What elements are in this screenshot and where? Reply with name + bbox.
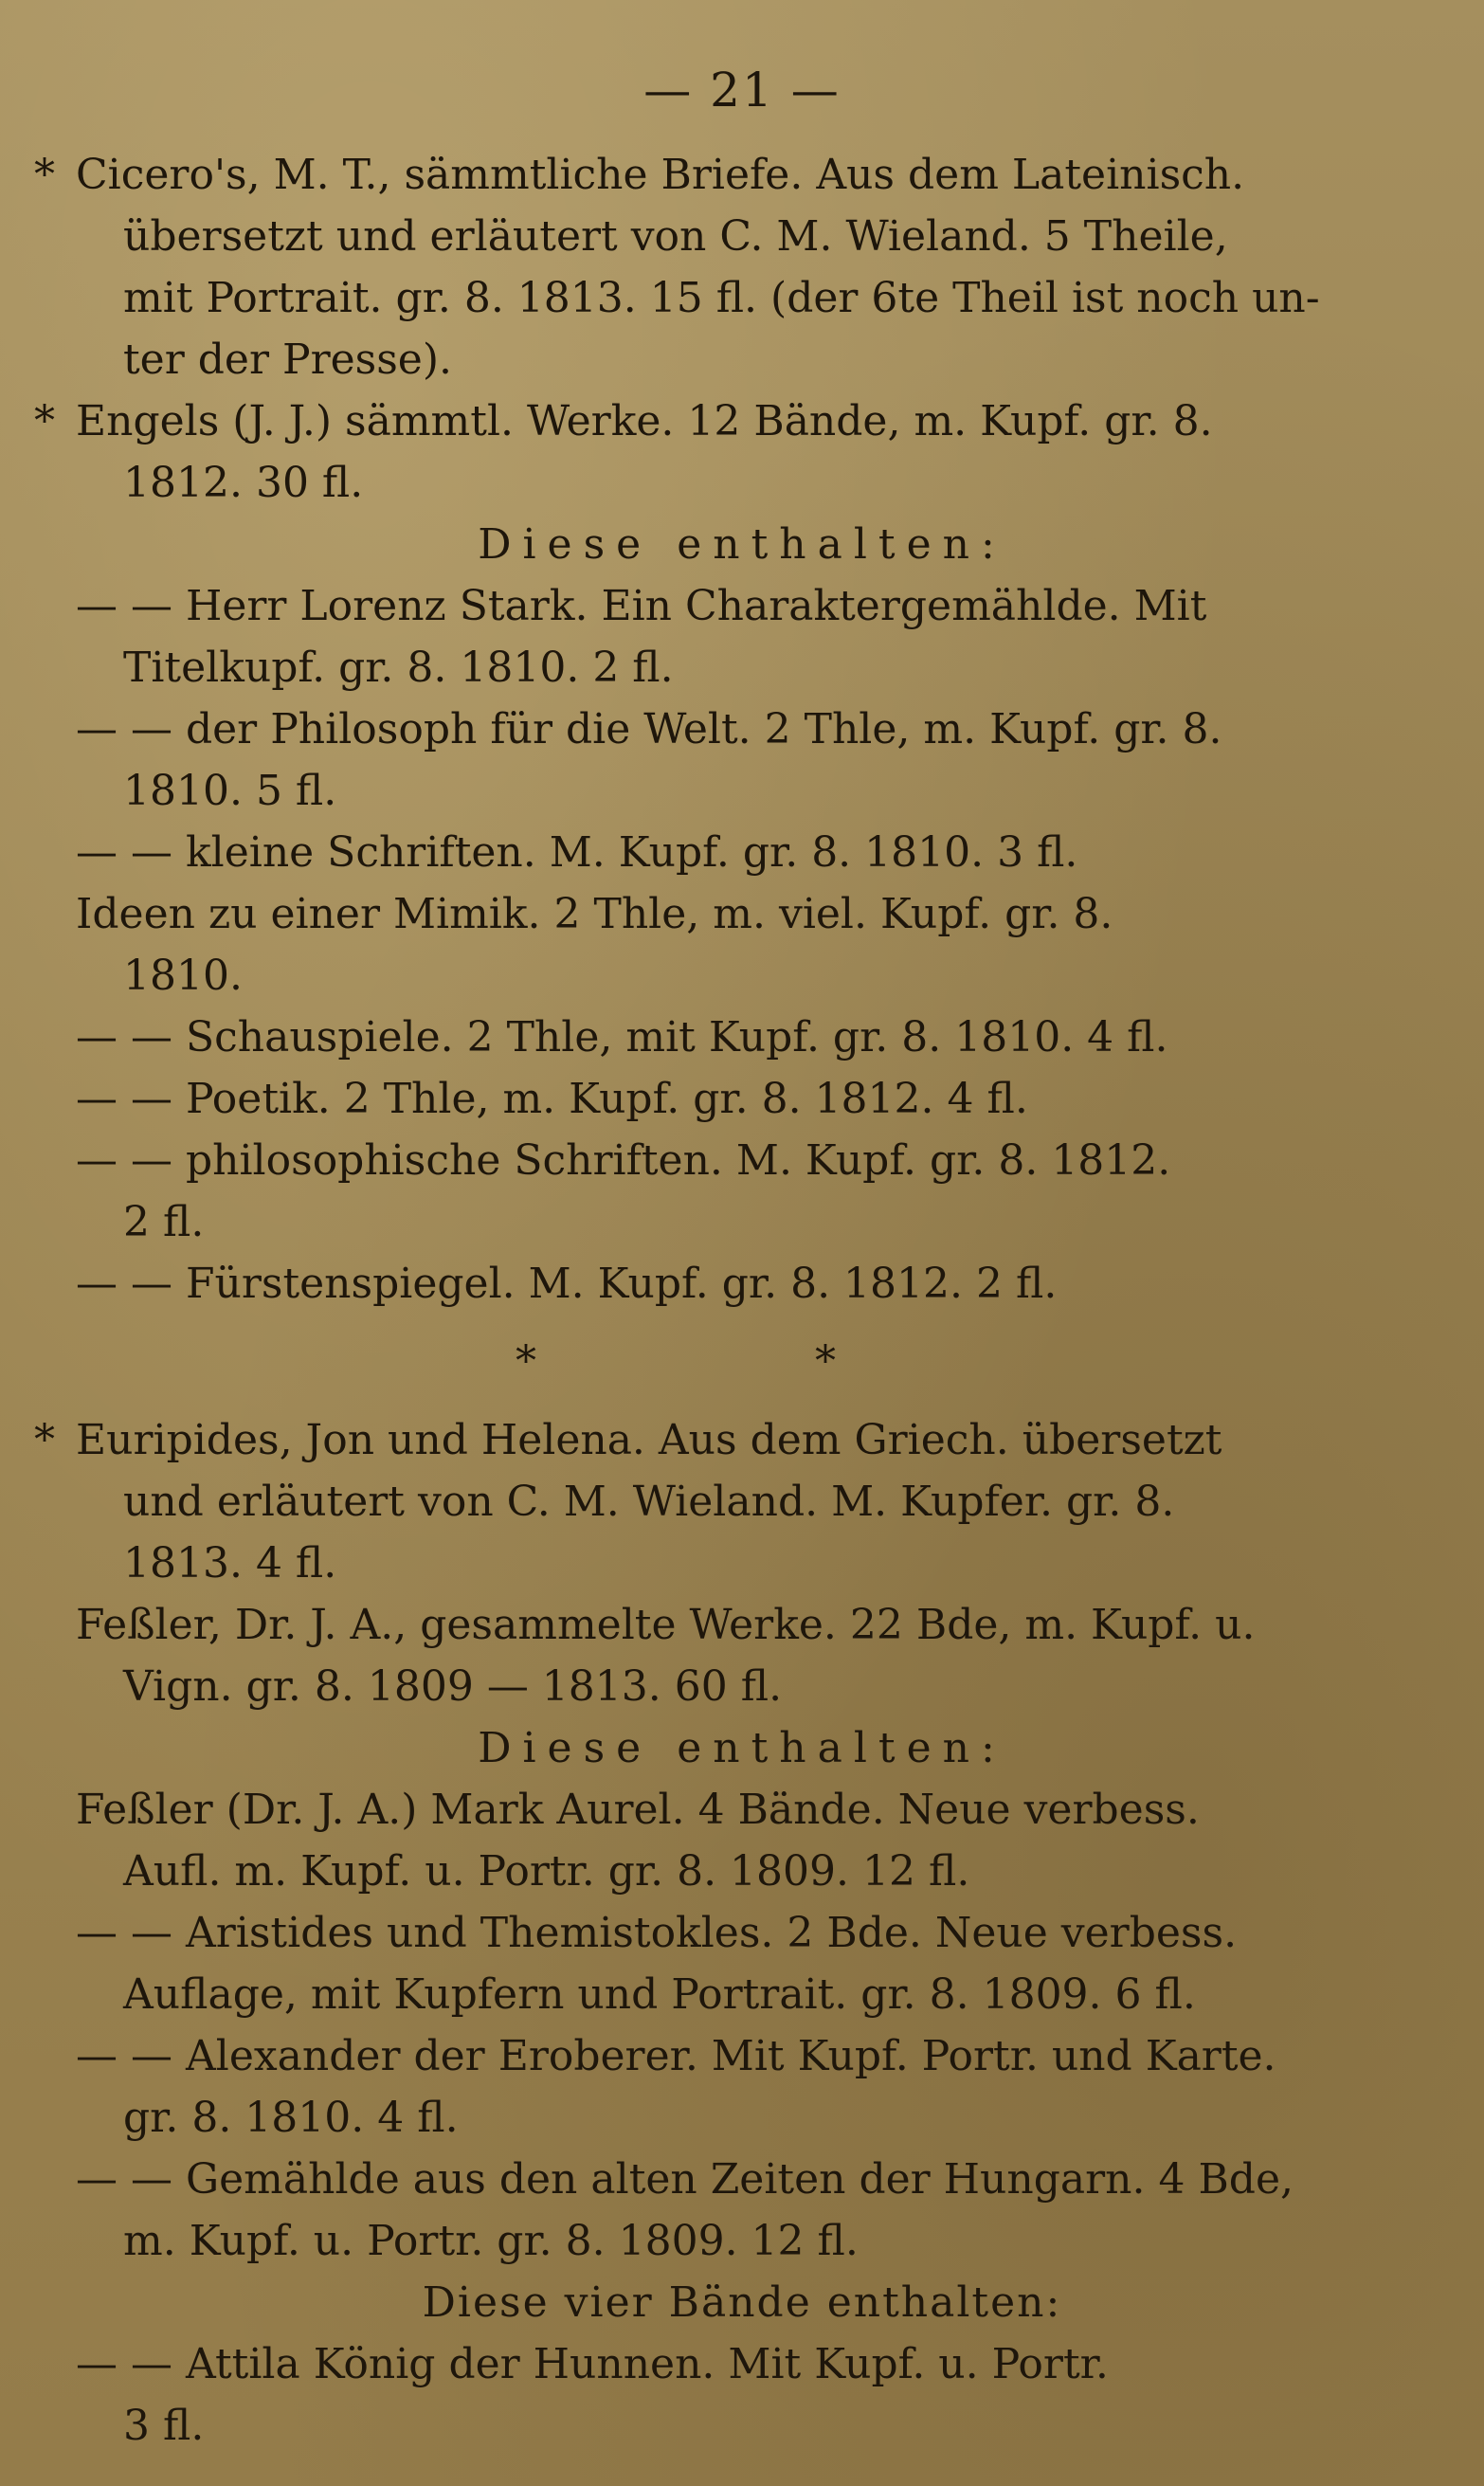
entry-line: — — kleine Schriften. M. Kupf. gr. 8. 1810. 3 fl.: [76, 828, 1078, 877]
entry-line: — — Schauspiele. 2 Thle, mit Kupf. gr. 8. 1810. 4 fl.: [76, 1013, 1168, 1062]
entry-line: — — Aristides und Themistokles. 2 Bde. Neue verbess.: [76, 1909, 1238, 1957]
catalog-entry: [76, 1253, 1408, 1315]
catalog-entry: [76, 2025, 1408, 2149]
catalog-entry: [76, 822, 1408, 883]
catalog-entry-fessler: [76, 1594, 1408, 1717]
entry-line: 1812. 30 fl.: [123, 459, 364, 507]
catalog-entry: [76, 1902, 1408, 2025]
entry-line: — — Alexander der Eroberer. Mit Kupf. Portr. und Karte.: [76, 2032, 1276, 2080]
catalog-entry: [76, 2149, 1408, 2272]
catalog-entry: [76, 699, 1408, 822]
catalog-entry-engel: [34, 390, 1408, 514]
catalog-entry: [76, 575, 1408, 699]
asterism-divider: * *: [516, 1337, 968, 1386]
entry-line: — — Fürstenspiegel. M. Kupf. gr. 8. 1812. 2 fl.: [76, 1260, 1058, 1308]
entry-line: Titelkupf. gr. 8. 1810. 2 fl.: [123, 644, 674, 692]
entry-line: 1810. 5 fl.: [123, 767, 337, 815]
entry-line: — — Herr Lorenz Stark. Ein Charaktergemählde. Mit: [76, 582, 1207, 630]
entry-line: gr. 8. 1810. 4 fl.: [123, 2094, 459, 2142]
catalog-section-1: [34, 144, 1408, 1315]
entry-line: Cicero's, M. T., sämmtliche Briefe. Aus dem Lateinisch.: [76, 151, 1245, 199]
entry-line: Euripides, Jon und Helena. Aus dem Griech. übersetzt: [76, 1416, 1222, 1464]
entry-line: Feßler, Dr. J. A., gesammelte Werke. 22 Bde, m. Kupf. u.: [76, 1601, 1256, 1649]
catalog-entry-euripides: [34, 1409, 1408, 1594]
entry-line: 1813. 4 fl.: [123, 1539, 337, 1588]
page-number: — 21 —: [643, 63, 841, 118]
entry-line: Ideen zu einer Mimik. 2 Thle, m. viel. Kupf. gr. 8.: [76, 890, 1113, 938]
catalog-entry: [76, 2333, 1408, 2457]
catalog-entry-cicero: [34, 144, 1408, 390]
entry-line: 3 fl.: [123, 2402, 205, 2450]
catalog-entry: [76, 883, 1408, 1007]
entry-line: übersetzt und erläutert von C. M. Wieland. 5 Theile,: [123, 212, 1228, 261]
entry-asterisk: *: [34, 1416, 55, 1464]
entry-line: Engels (J. J.) sämmtl. Werke. 12 Bände, m. Kupf. gr. 8.: [76, 397, 1213, 445]
entry-line: — — philosophische Schriften. M. Kupf. gr. 8. 1812.: [76, 1136, 1171, 1185]
catalog-section-2: [34, 1409, 1408, 2457]
entry-line: 2 fl.: [123, 1198, 205, 1246]
entry-line: Auflage, mit Kupfern und Portrait. gr. 8. 1809. 6 fl.: [123, 1970, 1196, 2019]
catalog-entry: [76, 1007, 1408, 1068]
entry-line: Aufl. m. Kupf. u. Portr. gr. 8. 1809. 12 fl.: [123, 1847, 970, 1896]
section-heading: Diese vier Bände enthalten:: [422, 2278, 1062, 2327]
entry-line: — — Poetik. 2 Thle, m. Kupf. gr. 8. 1812. 4 fl.: [76, 1075, 1028, 1123]
entry-asterisk: *: [34, 397, 55, 445]
entry-line: — — Gemählde aus den alten Zeiten der Hungarn. 4 Bde,: [76, 2155, 1294, 2204]
entry-line: Vign. gr. 8. 1809 — 1813. 60 fl.: [123, 1662, 783, 1711]
section-heading: Diese enthalten:: [478, 1724, 1006, 1772]
entry-asterisk: *: [34, 151, 55, 199]
catalog-entry: [76, 1130, 1408, 1253]
section-heading: Diese enthalten:: [478, 520, 1006, 569]
entry-line: — — der Philosoph für die Welt. 2 Thle, m. Kupf. gr. 8.: [76, 705, 1222, 753]
entry-line: mit Portrait. gr. 8. 1813. 15 fl. (der 6te Theil ist noch un-: [123, 274, 1320, 322]
entry-line: Feßler (Dr. J. A.) Mark Aurel. 4 Bände. Neue verbess.: [76, 1786, 1200, 1834]
entry-line: ter der Presse).: [123, 336, 452, 384]
entry-line: m. Kupf. u. Portr. gr. 8. 1809. 12 fl.: [123, 2217, 859, 2265]
entry-line: 1810.: [123, 952, 243, 1000]
entry-line: und erläutert von C. M. Wieland. M. Kupfer. gr. 8.: [123, 1478, 1175, 1526]
catalog-entry: [76, 1779, 1408, 1902]
catalog-entry: [76, 1068, 1408, 1130]
entry-line: — — Attila König der Hunnen. Mit Kupf. u. Portr.: [76, 2340, 1109, 2388]
